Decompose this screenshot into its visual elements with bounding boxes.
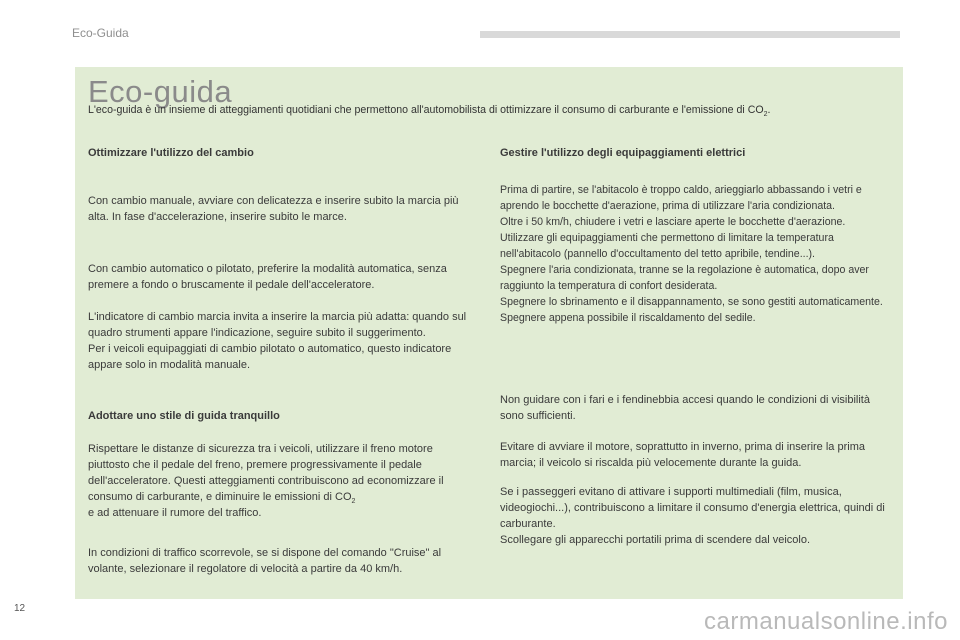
paragraph-cruise: In condizioni di traffico scorrevole, se si dispone del comando "Cruise" al volante, selezionare il regolatore di velocità a partire da 40 km/h. <box>88 547 442 575</box>
paragraph-lights: Non guidare con i fari e i fendinebbia accesi quando le condizioni di visibilità sono sufficienti. <box>500 394 870 422</box>
paragraph-multimedia: Se i passeggeri evitano di attivare i supporti multimediali (film, musica, videogiochi...), contribuiscono a limitare il consumo d'energia elettrica, quindi di carburante. Scollegare gli apparecchi portatili prima di scendere dal veicolo. <box>500 486 885 546</box>
heading-electrical: Gestire l'utilizzo degli equipaggiamenti elettrici <box>500 147 746 159</box>
watermark: carmanualsonline.info <box>704 608 948 635</box>
paragraph-distances: Rispettare le distanze di sicurezza tra i veicoli, utilizzare il freno motore piuttosto che il pedale del freno, premere progressivamente il pedale dell'acceleratore. Questi atteggiamenti contribuiscono ad economizzare il consumo di carburante, e diminuire le emissioni di $CO_2$ e ad attenuare il rumore del traffico. <box>88 443 444 519</box>
heading-gearbox: Ottimizzare l'utilizzo del cambio <box>88 147 254 159</box>
paragraph-electrical: Prima di partire, se l'abitacolo è troppo caldo, arieggiarlo abbassando i vetri e aprendo le bocchette d'aerazione, prima di utilizzare l'aria condizionata. Oltre i 50 km/h, chiudere i vetri e lasciare aperte le bocchette d'aerazione. Utilizzare gli equipaggiamenti che permettono di limitare la temperatura nell'abitacolo (pannello d'occultamento del tetto apribile, tendine...). Spegnere l'aria condizionata, tranne se la regolazione è automatica, dopo aver raggiunto la temperatura di confort desiderata. Spegnere lo sbrinamento e il disappannamento, se sono gestiti automaticamente. Spegnere appena possibile il riscaldamento del sedile. <box>500 184 883 324</box>
paragraph-engine-start: Evitare di avviare il motore, soprattutto in inverno, prima di inserire la prima marcia; il veicolo si riscalda più velocemente durante la guida. <box>500 441 865 469</box>
paragraph-automatic: Con cambio automatico o pilotato, preferire la modalità automatica, senza premere a fondo o bruscamente il pedale dell'acceleratore. <box>88 263 447 291</box>
page-title: Eco-guida <box>88 74 233 109</box>
heading-calm-driving: Adottare uno stile di guida tranquillo <box>88 410 280 422</box>
section-label: Eco-Guida <box>72 26 129 40</box>
paragraph-manual: Con cambio manuale, avviare con delicatezza e inserire subito la marcia più alta. In fase d'accelerazione, inserire subito le marce. <box>88 195 459 223</box>
page-number: 12 <box>14 603 26 614</box>
paragraph-indicator: L'indicatore di cambio marcia invita a inserire la marcia più adatta: quando sul quadro strumenti appare l'indicazione, seguire subito il suggerimento. Per i veicoli equipaggiati di cambio pilotato o automatico, questo indicatore appare solo in modalità manuale. <box>88 311 467 371</box>
header-bar <box>480 31 900 38</box>
intro-text: L'eco-guida è un insieme di atteggiamenti quotidiani che permettono all'automobilista di ottimizzare il consumo di carburante e l'emissione di $CO_2$. <box>88 104 771 119</box>
